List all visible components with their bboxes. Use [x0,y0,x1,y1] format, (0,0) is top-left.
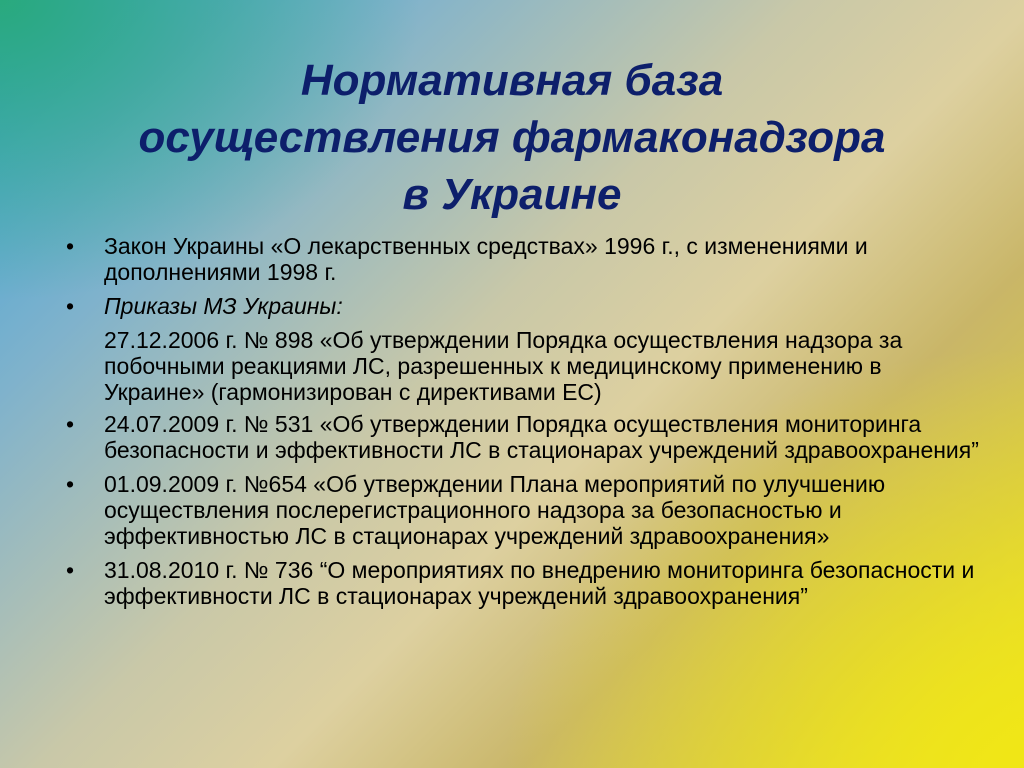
list-item-order-654 [62,471,982,549]
bullet-marker: • [66,411,75,437]
list-item-text: Закон Украины «О лекарственных средствах» 1996 г., с изменениями и дополнениями 1998 г. [104,233,868,285]
list-item-text: 27.12.2006 г. № 898 «Об утверждении Порядка осуществления надзора за побочными реакциями ЛС, разрешенных к медицинскому применению в Украине» (гармонизирован с директивами ЕС) [104,327,903,405]
title-line-3: в Украине [402,170,622,219]
list-item-text: 31.08.2010 г. № 736 “О мероприятиях по внедрению мониторинга безопасности и эффективности ЛС в стационарах учреждений здравоохранения” [104,557,975,609]
list-item-text: 24.07.2009 г. № 531 «Об утверждении Порядка осуществления мониторинга безопасности и эффективности ЛС в стационарах учреждений здравоохранения” [104,411,979,463]
list-item-text: 01.09.2009 г. №654 «Об утверждении Плана мероприятий по улучшению осуществления послерегистрационного надзора за безопасностью и эффективностью ЛС в стационарах учреждений здравоохранения» [104,471,886,549]
bullet-list [62,233,982,617]
title-line-2: осуществления фармаконадзора [138,113,886,162]
bullet-marker: • [66,471,75,497]
list-item-law [62,233,982,285]
bullet-marker: • [66,233,75,259]
title-line-1: Нормативная база [300,56,724,105]
list-item-orders-heading [62,293,982,319]
bullet-marker: • [66,293,75,319]
list-item-text: Приказы МЗ Украины: [104,293,343,319]
list-item-order-531 [62,411,982,463]
bullet-marker: • [66,557,75,583]
list-item-order-898 [62,327,982,405]
slide-title [40,52,984,223]
list-item-order-736 [62,557,982,609]
